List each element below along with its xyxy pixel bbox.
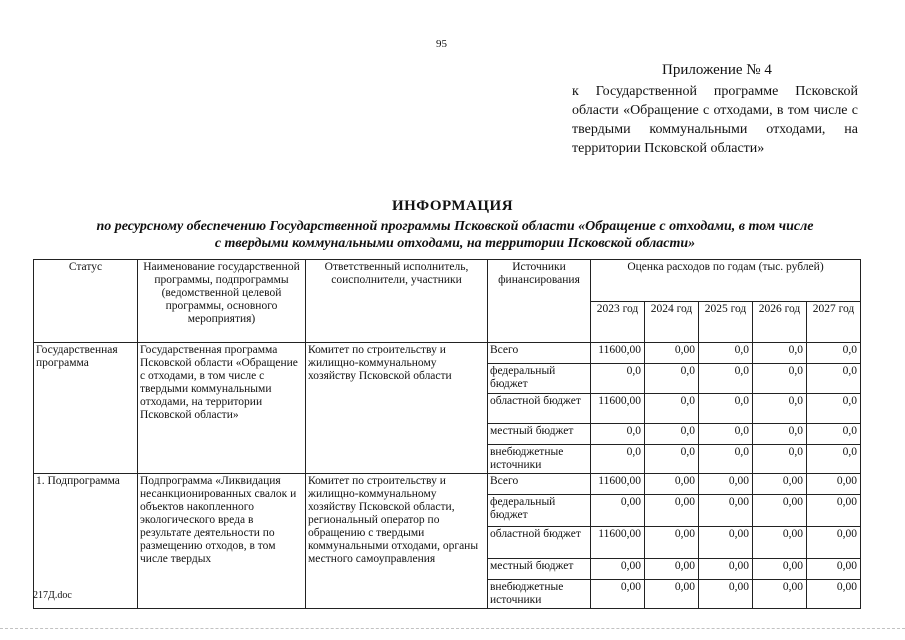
row-status: Государственная программа — [34, 343, 138, 474]
row-source: Всего — [488, 474, 591, 495]
row-value: 0,00 — [591, 495, 645, 527]
row-value: 0,00 — [807, 580, 861, 609]
row-value: 0,00 — [807, 474, 861, 495]
resource-table — [33, 259, 861, 609]
subtitle-line-2: с твердыми коммунальными отходами, на территории Псковской области» — [214, 236, 696, 251]
header-sources: Источники финансирования — [488, 260, 591, 343]
row-value: 0,00 — [699, 559, 753, 580]
header-year: 2023 год — [591, 301, 645, 343]
row-value: 0,0 — [645, 424, 699, 445]
header-year: 2026 год — [753, 301, 807, 343]
row-value: 11600,00 — [591, 474, 645, 495]
table-header-row — [34, 260, 861, 302]
row-value: 0,0 — [645, 394, 699, 424]
row-value: 0,0 — [591, 445, 645, 474]
row-value: 0,0 — [645, 364, 699, 394]
row-value: 0,0 — [807, 364, 861, 394]
page-number: 95 — [436, 38, 447, 50]
header-year: 2027 год — [807, 301, 861, 343]
row-source: местный бюджет — [488, 424, 591, 445]
row-status: 1. Подпрограмма — [34, 474, 138, 609]
row-value: 0,0 — [753, 364, 807, 394]
row-value: 0,0 — [699, 394, 753, 424]
table-row — [34, 474, 861, 495]
row-source: федеральный бюджет — [488, 495, 591, 527]
row-name: Подпрограмма «Ликвидация несанкционированных свалок и объектов накопленного экологического вреда в результате деятельности по размещению отходов, в том числе твердых — [138, 474, 306, 609]
row-value: 0,00 — [753, 559, 807, 580]
table-row — [34, 343, 861, 364]
subtitle-line-1: по ресурсному обеспечению Государственной программы Псковской области «Обращение с отходами, в том числе — [96, 219, 814, 234]
row-value: 0,0 — [591, 424, 645, 445]
row-source: внебюджетные источники — [488, 445, 591, 474]
row-value: 0,00 — [699, 495, 753, 527]
row-value: 0,00 — [699, 580, 753, 609]
row-value: 0,0 — [699, 424, 753, 445]
row-value: 0,0 — [807, 445, 861, 474]
row-value: 11600,00 — [591, 343, 645, 364]
row-value: 0,0 — [591, 364, 645, 394]
row-value: 0,00 — [753, 495, 807, 527]
row-value: 0,0 — [807, 394, 861, 424]
row-value: 0,00 — [645, 343, 699, 364]
row-executor: Комитет по строительству и жилищно-коммунальному хозяйству Псковской области — [306, 343, 488, 474]
header-estimate: Оценка расходов по годам (тыс. рублей) — [591, 260, 861, 302]
row-value: 0,0 — [807, 424, 861, 445]
header-status: Статус — [34, 260, 138, 343]
row-value: 0,0 — [753, 424, 807, 445]
row-name: Государственная программа Псковской области «Обращение с отходами, в том числе с твердыми коммунальными отходами, на территории Псковской области» — [138, 343, 306, 474]
row-value: 0,00 — [753, 580, 807, 609]
header-year: 2024 год — [645, 301, 699, 343]
row-source: внебюджетные источники — [488, 580, 591, 609]
row-value: 11600,00 — [591, 394, 645, 424]
row-value: 0,00 — [645, 495, 699, 527]
row-value: 0,00 — [645, 559, 699, 580]
row-value: 0,0 — [807, 343, 861, 364]
row-value: 0,0 — [645, 445, 699, 474]
row-value: 11600,00 — [591, 527, 645, 559]
row-source: местный бюджет — [488, 559, 591, 580]
document-title: ИНФОРМАЦИЯ — [391, 198, 514, 214]
row-value: 0,0 — [753, 394, 807, 424]
document-subtitle — [40, 218, 870, 252]
row-value: 0,00 — [753, 474, 807, 495]
row-value: 0,00 — [807, 495, 861, 527]
file-name: 217Д.doc — [33, 590, 72, 601]
row-value: 0,00 — [591, 580, 645, 609]
row-value: 0,00 — [753, 527, 807, 559]
row-value: 0,0 — [699, 343, 753, 364]
appendix-text: к Государственной программе Псковской области «Обращение с отходами, в том числе с твердыми коммунальными отходами, на территории Псковской области» — [572, 84, 858, 156]
row-value: 0,00 — [645, 474, 699, 495]
scan-artifact-line — [0, 628, 905, 630]
header-name: Наименование государственной программы, подпрограммы (ведомственной целевой программы, основного мероприятия) — [138, 260, 306, 343]
row-value: 0,00 — [807, 559, 861, 580]
row-value: 0,0 — [753, 445, 807, 474]
row-value: 0,00 — [699, 474, 753, 495]
row-value: 0,00 — [591, 559, 645, 580]
row-executor: Комитет по строительству и жилищно-коммунальному хозяйству Псковской области, региональный оператор по обращению с твердыми коммунальными отходами, органы местного самоуправления — [306, 474, 488, 609]
row-value: 0,00 — [645, 580, 699, 609]
header-year: 2025 год — [699, 301, 753, 343]
row-value: 0,0 — [699, 445, 753, 474]
row-value: 0,00 — [807, 527, 861, 559]
row-value: 0,0 — [753, 343, 807, 364]
row-value: 0,00 — [645, 527, 699, 559]
row-source: областной бюджет — [488, 394, 591, 424]
row-source: Всего — [488, 343, 591, 364]
row-value: 0,00 — [699, 527, 753, 559]
appendix-title: Приложение № 4 — [662, 62, 772, 78]
header-executor: Ответственный исполнитель, соисполнители, участники — [306, 260, 488, 343]
row-value: 0,0 — [699, 364, 753, 394]
row-source: федеральный бюджет — [488, 364, 591, 394]
row-source: областной бюджет — [488, 527, 591, 559]
